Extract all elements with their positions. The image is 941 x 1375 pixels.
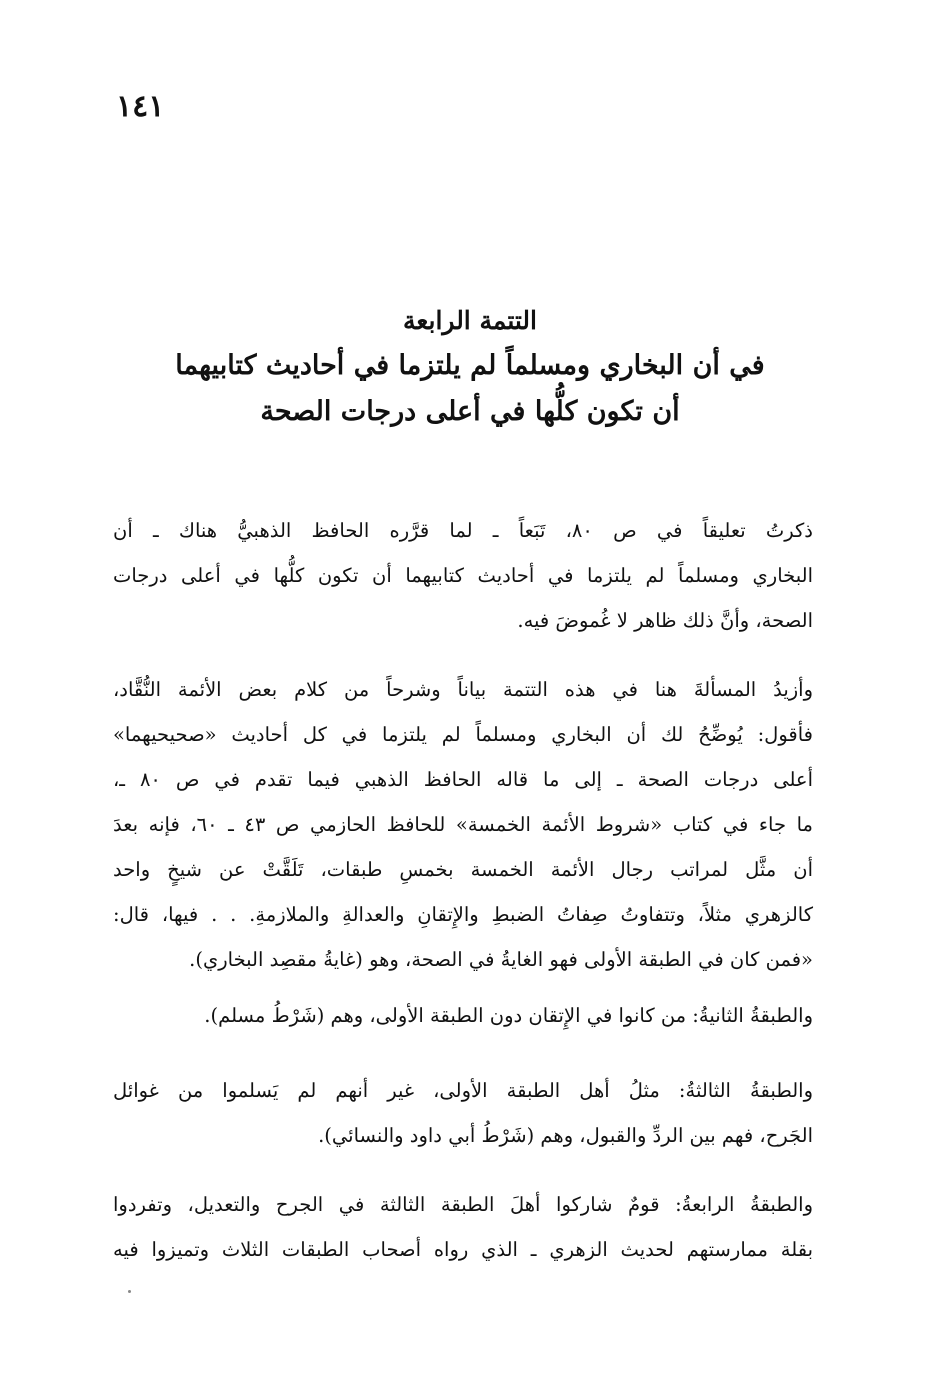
paragraph-5-line-2: بقلة ممارستهم لحديث الزهري ـ الذي رواه أصحاب الطبقات الثلاث وتميزوا فيه: [113, 1238, 813, 1261]
paragraph-4-line-1: والطبقةُ الثالثةُ: مثلُ أهل الطبقة الأولى، غير أنهم لم يَسلموا من غوائل: [113, 1079, 813, 1102]
stray-mark: [128, 1290, 131, 1293]
paragraph-2-line-6: كالزهري مثلاً، وتتفاوتُ صِفاتُ الضبطِ والإِتقانِ والعدالةِ والملازمةِ. . . فيها، قال:: [113, 903, 813, 926]
paragraph-1-line-3: الصحة، وأنَّ ذلك ظاهر لا غُموضَ فيه.: [517, 609, 813, 632]
section-title: التتمة الرابعة: [403, 306, 537, 335]
page-number: ١٤١: [116, 89, 165, 124]
paragraph-3-line-1: والطبقةُ الثانيةُ: من كانوا في الإِتقان دون الطبقة الأولى، وهم (شَرْطُ مسلم).: [204, 1004, 813, 1027]
paragraph-2-line-1: وأزيدُ المسألةَ هنا في هذه التتمة بياناً وشرحاً من كلام بعض الأئمة النُّقَّاد،: [113, 678, 813, 701]
paragraph-2-line-4: ما جاء في كتاب «شروط الأئمة الخمسة» للحافظ الحازمي ص ٤٣ ـ ٦٠، فإنه بعدَ: [113, 813, 813, 836]
paragraph-2-line-3: أعلى درجات الصحة ـ إلى ما قاله الحافظ الذهبي فيما تقدم في ص ٨٠ ـ،: [113, 768, 813, 791]
paragraph-2-line-5: أن مثَّل لمراتب رجال الأئمة الخمسة بخمسِ طبقات، تَلَقَّتْ عن شيخٍ واحد: [113, 858, 813, 881]
section-subtitle-line-1: في أن البخاري ومسلماً لم يلتزما في أحاديث كتابيهما: [175, 350, 765, 381]
paragraph-4-line-2: الجَرح، فهم بين الردِّ والقبول، وهم (شَرْطُ أبي داود والنسائي).: [318, 1124, 813, 1147]
section-subtitle-line-2: أن تكون كلُّها في أعلى درجات الصحة: [260, 396, 680, 427]
paragraph-2-line-7: «فمن كان في الطبقة الأولى فهو الغايةُ في الصحة، وهو (غايةُ مقصِد البخاري).: [189, 948, 813, 971]
paragraph-1-line-2: البخاري ومسلماً لم يلتزما في أحاديث كتابيهما أن تكون كلُّها في أعلى درجات: [113, 564, 813, 587]
paragraph-2-line-2: فأقول: يُوضِّحُ لك أن البخاري ومسلماً لم يلتزما في كل أحاديث «صحيحيهما»: [113, 723, 813, 746]
paragraph-1-line-1: ذكرتُ تعليقاً في ص ٨٠، تَبَعاً ـ لما قرَّره الحافظ الذهبيُّ هناك ـ أن: [113, 519, 813, 542]
paragraph-5-line-1: والطبقةُ الرابعةُ: قومٌ شاركوا أهلَ الطبقة الثالثة في الجرح والتعديل، وتفردوا: [113, 1193, 813, 1216]
